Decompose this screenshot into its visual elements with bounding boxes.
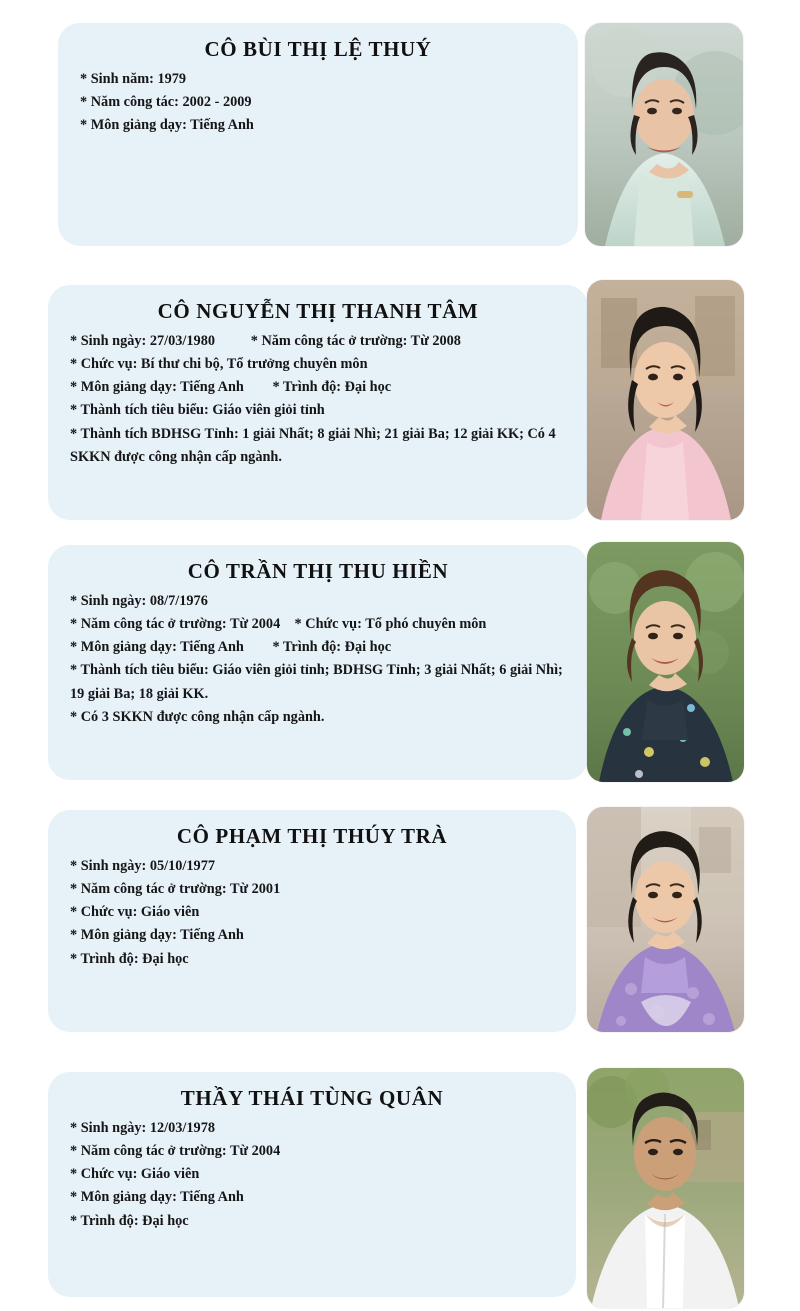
detail-line: * Môn giảng dạy: Tiếng Anh (70, 927, 244, 944)
detail-line: * Môn giảng dạy: Tiếng Anh (80, 117, 254, 134)
teacher-card (0, 790, 800, 1045)
teacher-name: CÔ NGUYỄN THỊ THANH TÂM (157, 299, 479, 323)
teacher-info-panel (48, 285, 588, 520)
teacher-name: CÔ BÙI THỊ LỆ THUÝ (204, 37, 432, 61)
teacher-info-panel (58, 23, 578, 246)
detail-line: * Chức vụ: Giáo viên (70, 904, 200, 921)
teacher-photo (587, 807, 744, 1032)
detail-line: * Trình độ: Đại học (70, 1212, 189, 1229)
teacher-name: CÔ PHẠM THỊ THÚY TRÀ (176, 824, 448, 848)
teacher-info-panel (48, 810, 576, 1032)
teacher-photo (587, 542, 744, 782)
detail-line: * Sinh ngày: 27/03/1980 * Năm công tác ở trường: Từ 2008 (70, 333, 461, 349)
detail-line: * Sinh ngày: 08/7/1976 (70, 593, 208, 609)
teacher-card (0, 525, 800, 785)
detail-line: * Thành tích tiêu biểu: Giáo viên giỏi tỉnh (70, 402, 325, 419)
detail-line: * Có 3 SKKN được công nhận cấp ngành. (70, 708, 325, 725)
teacher-card (0, 260, 800, 520)
detail-line: * Trình độ: Đại học (70, 950, 189, 967)
teacher-details (48, 590, 588, 743)
detail-line: * Năm công tác: 2002 - 2009 (80, 94, 252, 111)
teacher-info-panel (48, 1072, 576, 1297)
teacher-photo (587, 1068, 744, 1308)
detail-line: * Môn giảng dạy: Tiếng Anh (70, 1189, 244, 1206)
teacher-details (48, 330, 588, 483)
detail-line: * Sinh ngày: 05/10/1977 (70, 858, 215, 874)
detail-line: * Chức vụ: Bí thư chi bộ, Tổ trưởng chuyên môn (70, 356, 368, 373)
detail-line: * Năm công tác ở trường: Từ 2004 (70, 1143, 281, 1160)
detail-line: * Chức vụ: Giáo viên (70, 1166, 200, 1183)
detail-line: * Năm công tác ở trường: Từ 2001 (70, 881, 281, 898)
teacher-photo (585, 23, 743, 246)
teacher-name: THẦY THÁI TÙNG QUÂN (180, 1086, 444, 1110)
teacher-card (0, 0, 800, 252)
teacher-details (58, 68, 578, 151)
teacher-card (0, 1050, 800, 1311)
detail-line: * Sinh năm: 1979 (80, 71, 187, 87)
teacher-name: CÔ TRẦN THỊ THU HIỀN (187, 559, 449, 583)
detail-line: * Năm công tác ở trường: Từ 2004 * Chức vụ: Tổ phó chuyên môn (70, 616, 487, 633)
detail-line: * Môn giảng dạy: Tiếng Anh * Trình độ: Đại học (70, 639, 392, 656)
teacher-details (48, 855, 576, 985)
teacher-photo (587, 280, 744, 520)
detail-line: * Sinh ngày: 12/03/1978 (70, 1120, 215, 1136)
teacher-details (48, 1117, 576, 1247)
teacher-info-panel (48, 545, 588, 780)
detail-line: * Môn giảng dạy: Tiếng Anh * Trình độ: Đại học (70, 379, 392, 396)
detail-line: * Thành tích tiêu biểu: Giáo viên giỏi tỉnh; BDHSG Tỉnh; 3 giải Nhất; 6 giải Nhì; 19 giải Ba; 18 giải KK. (70, 662, 567, 702)
detail-line: * Thành tích BDHSG Tỉnh: 1 giải Nhất; 8 giải Nhì; 21 giải Ba; 12 giải KK; Có 4 SKKN được công nhận cấp ngành. (70, 425, 560, 465)
